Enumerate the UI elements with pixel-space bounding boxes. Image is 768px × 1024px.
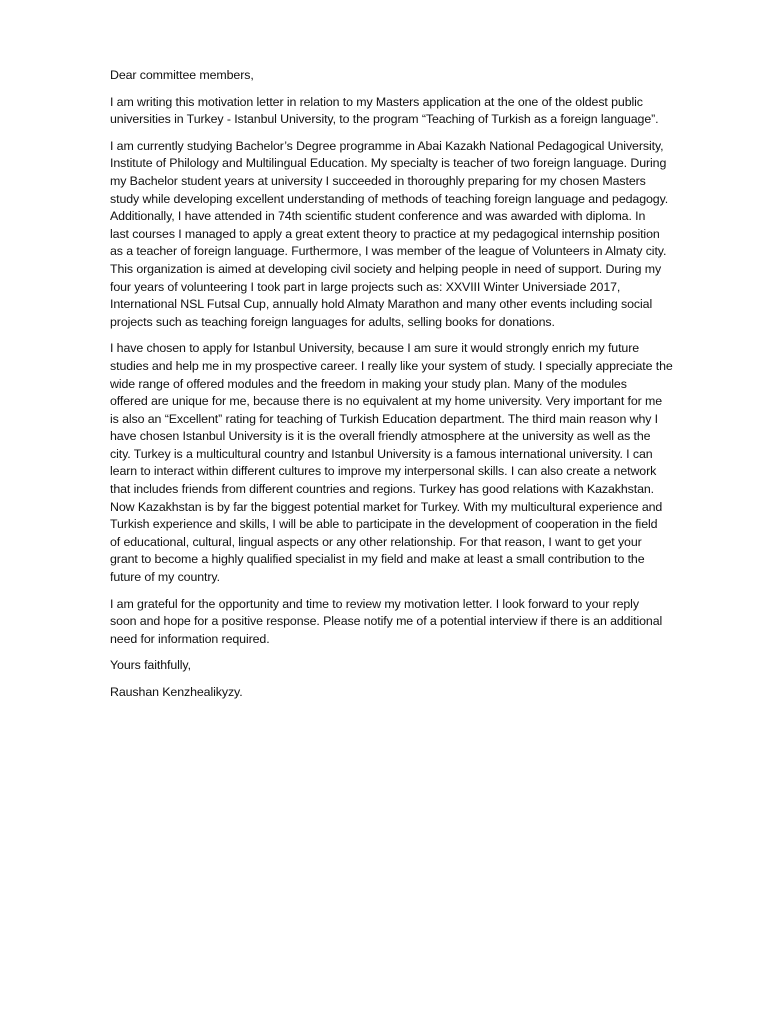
salutation: Dear committee members, <box>110 68 254 82</box>
closing: Yours faithfully, <box>110 658 191 673</box>
paragraph-intro: I am writing this motivation letter in relation to my Masters application at the one of the oldest public universities in Turkey - Istanbul University, to the program “Teaching of Turkish as a foreign language”. <box>110 94 659 127</box>
letter-page <box>110 67 716 711</box>
signature: Raushan Kenzhealikyzy. <box>110 685 243 699</box>
paragraph-conclusion: I am grateful for the opportunity and time to review my motivation letter. I look forward to your reply soon and hope for a positive response. Please notify me of a potential interview if there is an additional need for information required. <box>110 596 663 646</box>
paragraph-motivation: I have chosen to apply for Istanbul University, because I am sure it would strongly enrich my future studies and help me in my prospective career. I really like your system of study. I specially appreciate the wide range of offered modules and the freedom in making your study plan. Many of the modules offered are unique for me, because there is no equivalent at my home university. Very important for me is also an “Excellent” rating for teaching of Turkish Education department. The third main reason why I have chosen Istanbul University is it is the overall friendly atmosphere at the university as well as the city. Turkey is a multicultural country and Istanbul University is a famous international university. I can learn to interact within different cultures to improve my interpersonal skills. I can also create a network that includes friends from different countries and regions. Turkey has good relations with Kazakhstan. Now Kazakhstan is by far the biggest potential market for Turkey. With my multicultural experience and Turkish experience and skills, I will be able to participate in the development of cooperation in the field of educational, cultural, lingual aspects or any other relationship. For that reason, I want to get your grant to become a highly qualified specialist in my field and make at least a small contribution to the future of my country. <box>110 341 673 585</box>
paragraph-background: I am currently studying Bachelor’s Degree programme in Abai Kazakh National Pedagogical University, Institute of Philology and Multilingual Education. My specialty is teacher of two foreign language. During my Bachelor student years at university I succeeded in thoroughly preparing for my chosen Masters study while developing excellent understanding of methods of teaching foreign language and pedagogy. Additionally, I have attended in 74th scientific student conference and was awarded with diploma. In last courses I managed to apply a great extent theory to practice at my pedagogical internship position as a teacher of foreign language. Furthermore, I was member of the league of Volunteers in Almaty city. This organization is aimed at developing civil society and helping people in need of support. During my four years of volunteering I took part in large projects such as: XXVIII Winter Universiade 2017, International NSL Futsal Cup, annually hold Almaty Marathon and many other events including social projects such as teaching foreign languages for adults, selling books for donations. <box>110 138 669 329</box>
